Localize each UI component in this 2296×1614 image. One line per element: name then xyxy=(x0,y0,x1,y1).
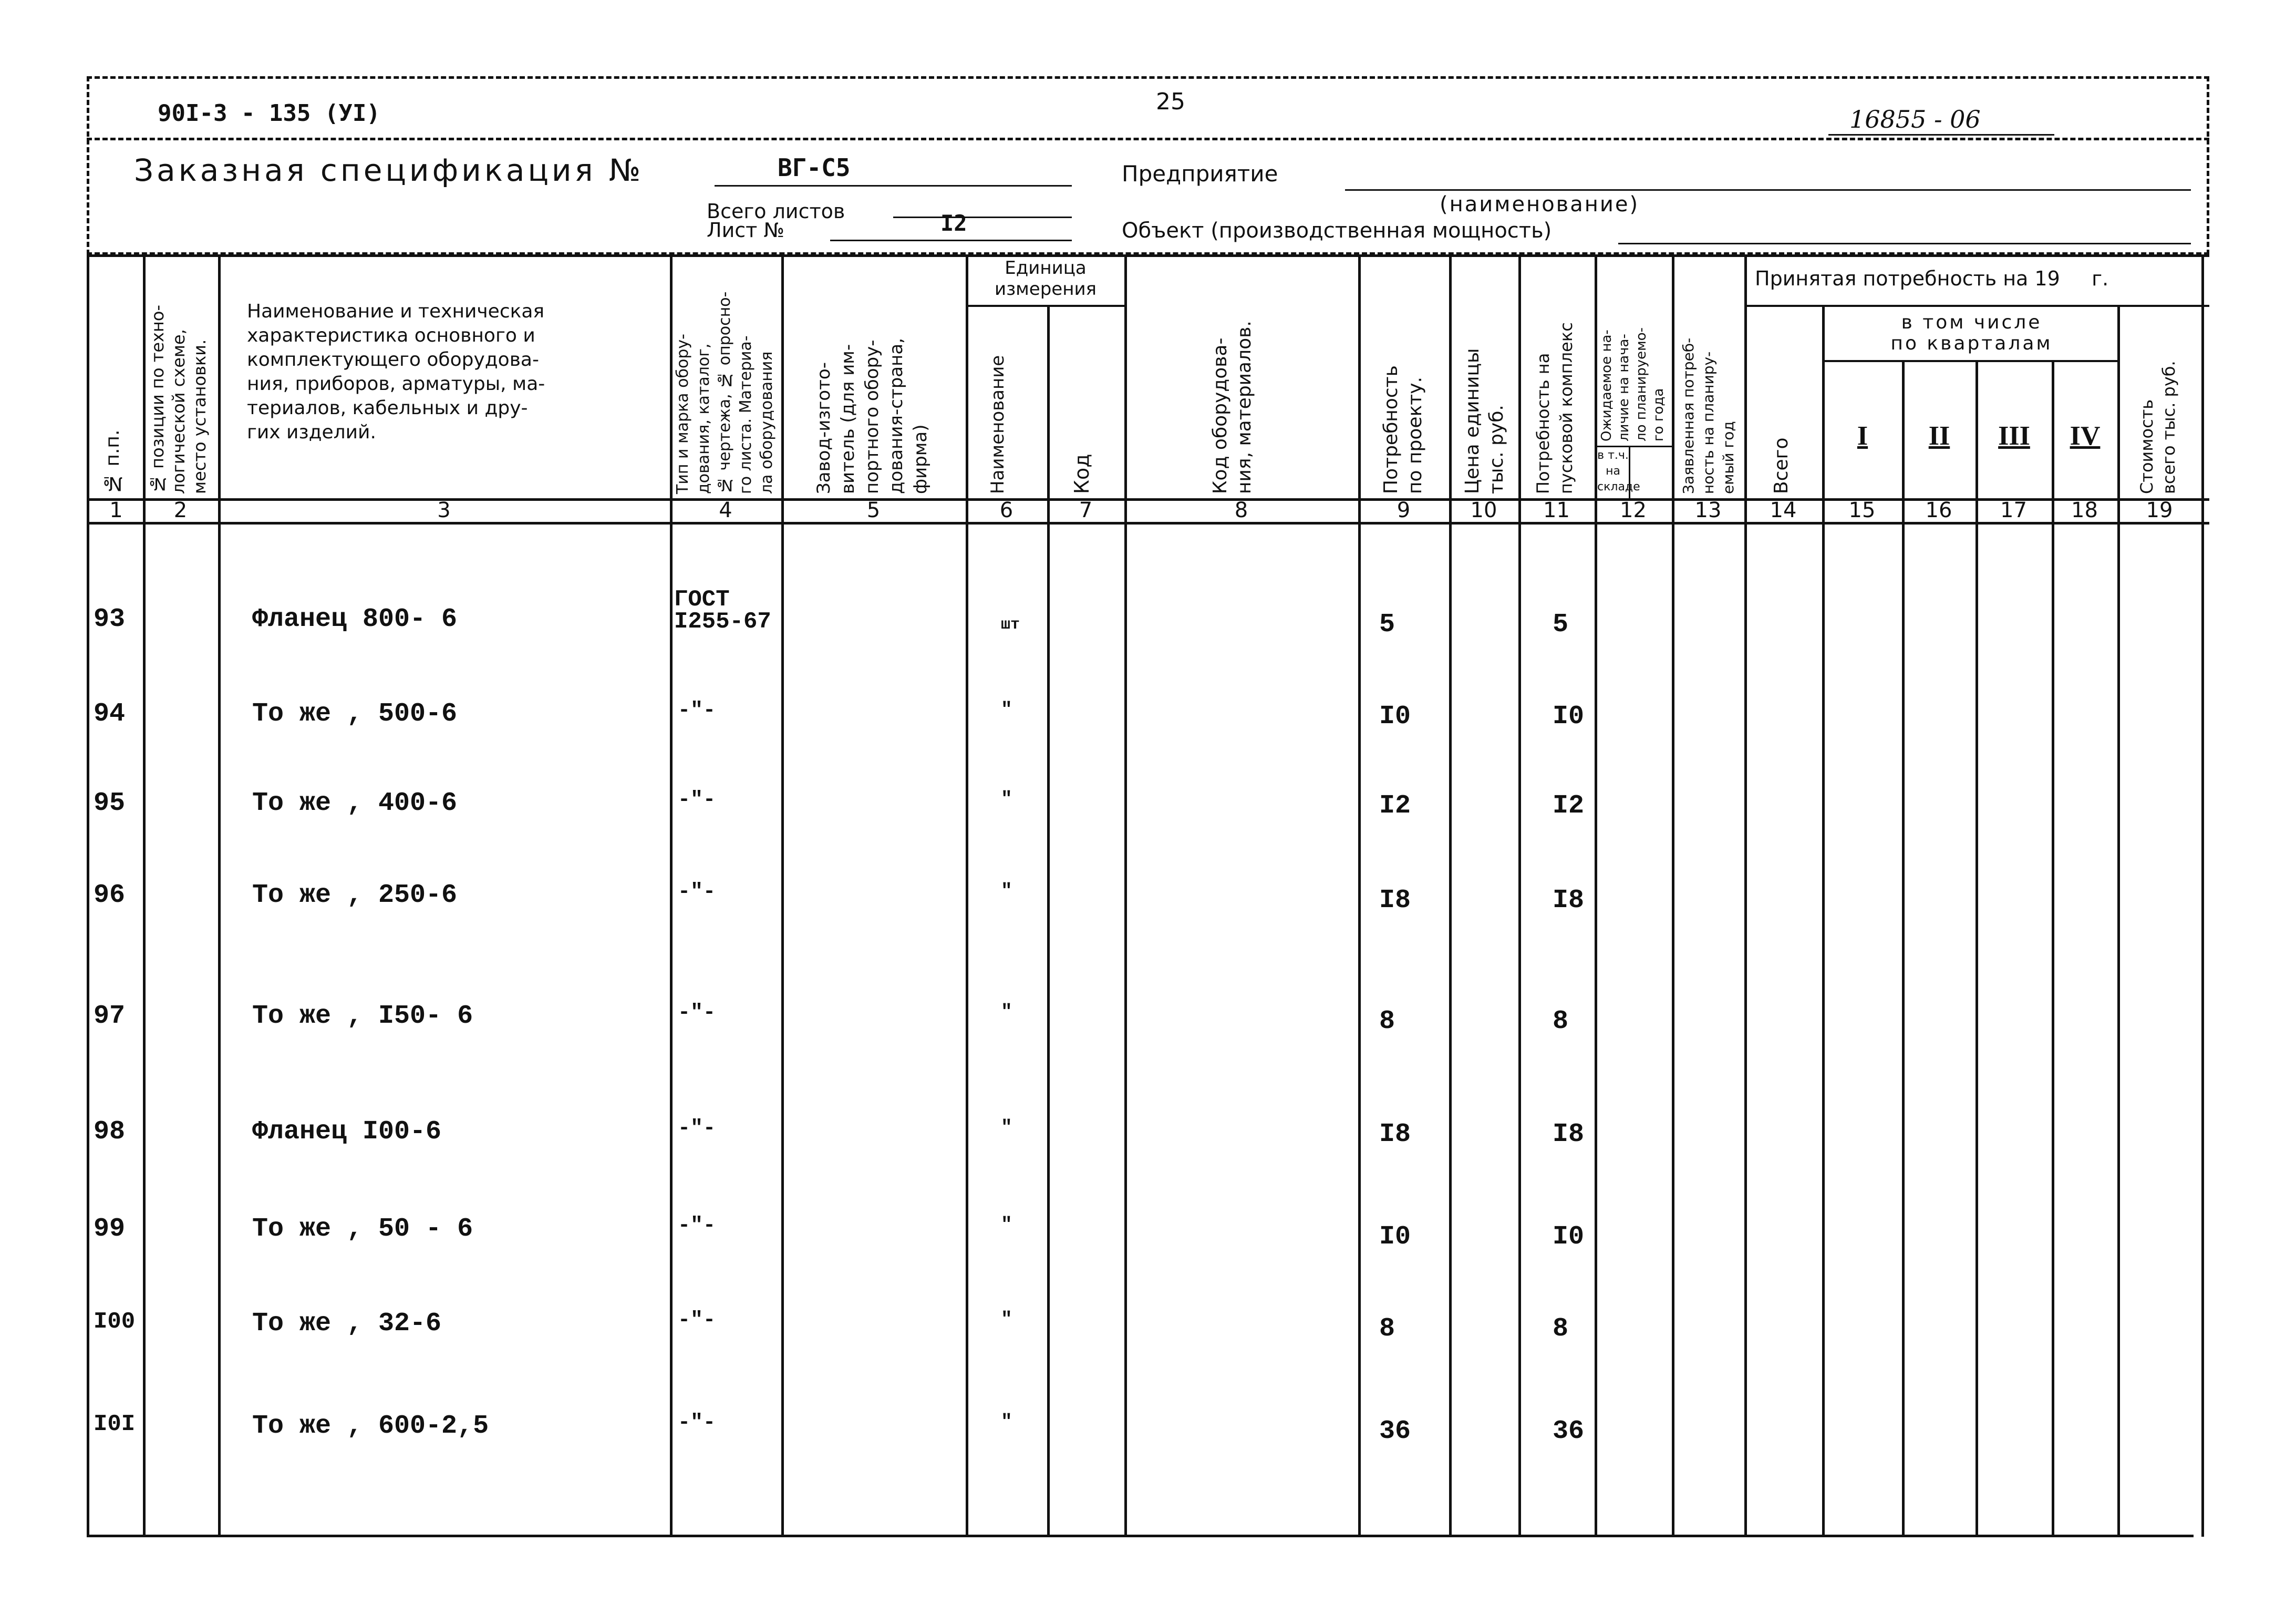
frame-left xyxy=(87,76,89,255)
row-number: 99 xyxy=(94,1214,126,1244)
col-sep-5 xyxy=(966,254,968,1537)
enterprise-underline xyxy=(1345,189,2191,191)
table-left xyxy=(87,254,89,1537)
row-number: I0I xyxy=(94,1411,136,1437)
row-number: 96 xyxy=(94,880,126,910)
col-header-16: II xyxy=(1928,421,1950,451)
row-number: 97 xyxy=(94,1001,126,1031)
need-startup: 36 xyxy=(1553,1416,1585,1446)
table-bottom xyxy=(87,1535,2194,1537)
need-startup: I0 xyxy=(1553,1222,1585,1252)
colnum-11: 11 xyxy=(1543,498,1570,522)
col-sep-14 xyxy=(1822,305,1825,1537)
colnum-7: 7 xyxy=(1079,498,1093,522)
need-startup: I2 xyxy=(1553,791,1585,821)
colnum-17: 17 xyxy=(2000,498,2027,522)
colnum-1: 1 xyxy=(109,498,123,522)
col-header-7: Код xyxy=(1070,454,1093,494)
sheet-value: I2 xyxy=(940,210,967,236)
need-project: 8 xyxy=(1379,1314,1395,1344)
item-name: То же , 250-6 xyxy=(252,880,458,910)
col-header-13: Заявленная потреб- ность на планиру- емый год xyxy=(1680,337,1737,494)
name-caption: (наименование) xyxy=(1440,192,1640,217)
col-header-1: № п.п. xyxy=(102,429,123,494)
item-type: -"- xyxy=(678,1117,716,1140)
page-number: 25 xyxy=(1156,88,1185,115)
colnum-10: 10 xyxy=(1470,498,1497,522)
col-header-12: Ожидаемое на- личие на нача- ло планируемо- го года xyxy=(1599,327,1667,441)
colnum-2: 2 xyxy=(173,498,188,522)
col-header-19: Стоимость всего тыс. руб. xyxy=(2137,361,2179,494)
item-unit: шт xyxy=(1001,616,1020,634)
item-name: Фланец I00-6 xyxy=(252,1117,442,1147)
quarters-group-line xyxy=(1822,360,2120,362)
need-project: 36 xyxy=(1379,1416,1411,1446)
item-name: То же , 50 - 6 xyxy=(252,1214,473,1244)
spec-number-underline xyxy=(715,185,1072,187)
unit-group-line xyxy=(966,305,1124,307)
item-unit: " xyxy=(1001,1117,1012,1138)
spec-number: ВГ-С5 xyxy=(778,153,851,182)
col-sep-2 xyxy=(218,254,221,1537)
item-unit: " xyxy=(1001,1001,1012,1023)
unit-group-header: Единица измерения xyxy=(994,258,1097,300)
col-sep-18 xyxy=(2117,305,2120,1537)
col-header-9: Потребность по проекту. xyxy=(1380,365,1426,494)
col-header-14: Всего xyxy=(1771,437,1792,494)
need-startup: I8 xyxy=(1553,886,1585,916)
need-project: I8 xyxy=(1379,886,1411,916)
item-unit: " xyxy=(1001,788,1012,810)
colnum-3: 3 xyxy=(437,498,451,522)
col-header-12-sub: в т.ч. на складе xyxy=(1597,449,1640,494)
col-sep-7 xyxy=(1124,254,1127,1537)
colnum-19: 19 xyxy=(2146,498,2173,522)
row-number: 93 xyxy=(94,604,126,634)
frame-right xyxy=(2207,76,2209,255)
col-header-15: I xyxy=(1857,421,1868,451)
handwritten-number: 16855 - 06 xyxy=(1849,105,1981,133)
colnum-4: 4 xyxy=(719,498,732,522)
item-type: -"- xyxy=(678,788,716,812)
object-label: Объект (производственная мощность) xyxy=(1122,219,1552,243)
colnum-16: 16 xyxy=(1925,498,1952,522)
colnum-13: 13 xyxy=(1694,498,1722,522)
accepted-group-line xyxy=(1744,305,2209,307)
enterprise-label: Предприятие xyxy=(1122,161,1278,187)
item-name: То же , 32-6 xyxy=(252,1309,442,1339)
row-number: 94 xyxy=(94,699,126,729)
item-type: -"- xyxy=(678,1214,716,1238)
row-number: I00 xyxy=(94,1309,136,1335)
col-header-3: Наименование и техническая характеристика основного и комплектующего оборудова- ния, приборов, арматуры, ма- териалов, кабельных и дру- гих изделий. xyxy=(247,301,545,443)
col-sep-15 xyxy=(1902,360,1905,1537)
spec-title: Заказная спецификация № xyxy=(134,152,644,188)
colnum-6: 6 xyxy=(999,498,1013,522)
col-header-2: № позиции по техно- логической схеме, место установки. xyxy=(148,304,210,494)
col12-split-line xyxy=(1595,446,1672,447)
colnum-bottom xyxy=(87,522,2209,525)
need-startup: I8 xyxy=(1553,1119,1585,1149)
item-type: -"- xyxy=(678,1309,716,1332)
frame-line-under-header xyxy=(87,138,2209,140)
need-startup: 8 xyxy=(1553,1006,1569,1036)
row-number: 95 xyxy=(94,788,126,818)
item-type: -"- xyxy=(678,1001,716,1025)
item-unit: " xyxy=(1001,699,1012,721)
sheet-label: Лист № xyxy=(707,219,784,242)
item-name: Фланец 800- 6 xyxy=(252,604,458,634)
col-header-11: Потребность на пусковой комплекс xyxy=(1533,322,1576,494)
col-sep-9 xyxy=(1449,254,1452,1537)
col-header-8: Код оборудова- ния, материалов. xyxy=(1209,321,1255,494)
col-header-17: III xyxy=(1998,421,2030,451)
col-sep-17 xyxy=(2052,360,2054,1537)
item-name: То же , 400-6 xyxy=(252,788,458,818)
colnum-9: 9 xyxy=(1397,498,1411,522)
colnum-18: 18 xyxy=(2071,498,2098,522)
item-name: То же , 500-6 xyxy=(252,699,458,729)
colnum-12: 12 xyxy=(1620,498,1647,522)
col-sep-1 xyxy=(143,254,146,1537)
item-unit: " xyxy=(1001,1214,1012,1236)
colnum-15: 15 xyxy=(1848,498,1876,522)
need-startup: I0 xyxy=(1553,702,1585,732)
need-startup: 5 xyxy=(1553,610,1569,640)
col-sep-8 xyxy=(1358,254,1361,1537)
col-header-5: Завод-изгото- витель (для им- портного обору- дования-страна, фирма) xyxy=(813,337,931,494)
total-sheets-label: Всего листов xyxy=(707,200,845,223)
col-sep-10 xyxy=(1518,254,1521,1537)
need-project: I0 xyxy=(1379,702,1411,732)
item-name: То же , I50- 6 xyxy=(252,1001,473,1031)
col-sep-12 xyxy=(1672,254,1674,1537)
item-name: То же , 600-2,5 xyxy=(252,1411,489,1441)
table-top xyxy=(87,254,2209,257)
item-type: ГОСТ I255-67 xyxy=(674,587,771,635)
colnum-5: 5 xyxy=(866,498,881,522)
accepted-group-header: Принятая потребность на 19 г. xyxy=(1755,267,2109,290)
item-unit: " xyxy=(1001,1411,1012,1433)
table-right xyxy=(2201,254,2204,1537)
col-sep-13 xyxy=(1744,254,1747,1537)
col-sep-6 xyxy=(1047,305,1050,1537)
frame-top xyxy=(87,76,2209,79)
need-project: I0 xyxy=(1379,1222,1411,1252)
handwritten-underline xyxy=(1828,134,2054,136)
sheet-underline xyxy=(830,240,1072,241)
object-underline xyxy=(1618,243,2191,244)
col-header-6: Наименование xyxy=(987,355,1008,494)
need-startup: 8 xyxy=(1553,1314,1569,1344)
total-sheets-underline xyxy=(893,217,1072,218)
need-project: I2 xyxy=(1379,791,1411,821)
col-header-4: Тип и марка обору- дования, каталог, № чертежа, № опросно- го листа. Материа- ла оборудования xyxy=(674,291,776,494)
item-unit: " xyxy=(1001,880,1012,902)
colnum-14: 14 xyxy=(1770,498,1797,522)
col-header-18: IV xyxy=(2070,421,2101,451)
doc-code: 90I-3 - 135 (УI) xyxy=(158,100,380,127)
quarters-group-header: в том числе по кварталам xyxy=(1890,312,2053,354)
need-project: 5 xyxy=(1379,610,1395,640)
item-type: -"- xyxy=(678,880,716,904)
colnum-8: 8 xyxy=(1234,498,1248,522)
col-sep-4 xyxy=(781,254,784,1537)
need-project: 8 xyxy=(1379,1006,1395,1036)
col-header-10: Цена единицы тыс. руб. xyxy=(1462,348,1507,494)
row-number: 98 xyxy=(94,1117,126,1147)
item-type: -"- xyxy=(678,1411,716,1435)
item-unit: " xyxy=(1001,1309,1012,1330)
need-project: I8 xyxy=(1379,1119,1411,1149)
item-type: -"- xyxy=(678,699,716,723)
col-sep-16 xyxy=(1976,360,1978,1537)
